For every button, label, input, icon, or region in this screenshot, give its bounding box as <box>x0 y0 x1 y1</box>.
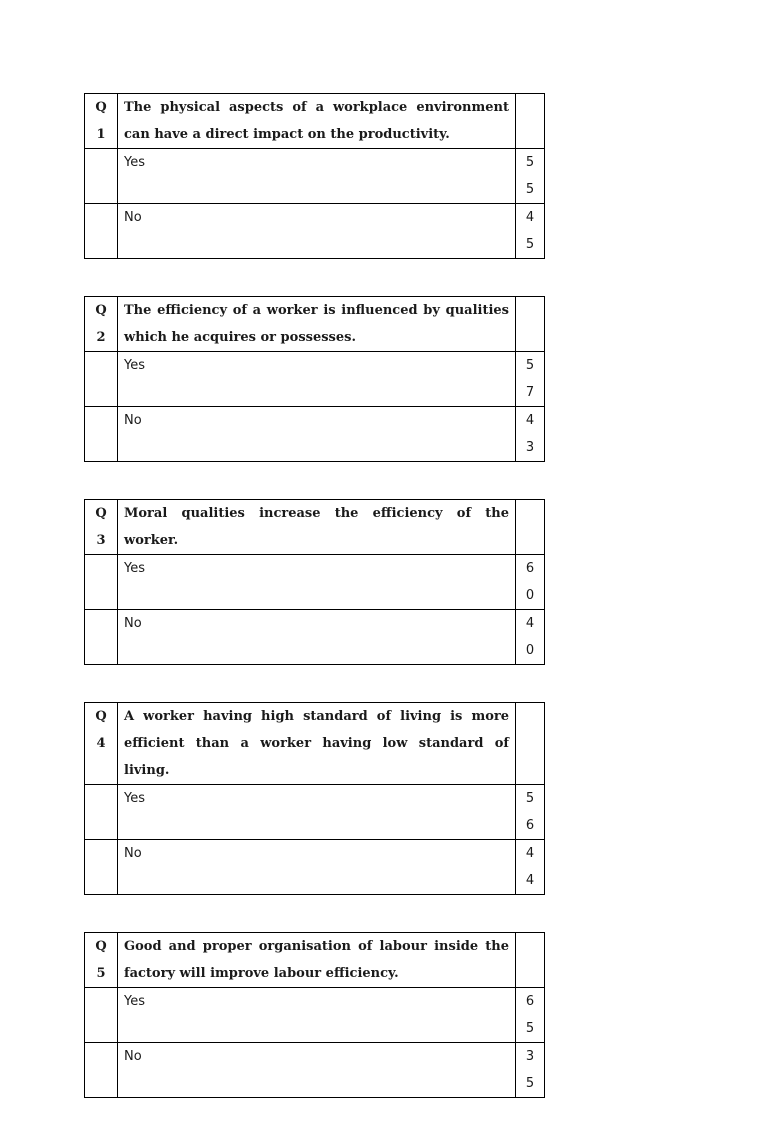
answer-value-cell <box>516 555 545 610</box>
answer-value-cell <box>516 204 545 259</box>
value-digit: 5 <box>525 791 535 806</box>
question-prefix: Q <box>95 939 107 954</box>
value-digit: 3 <box>525 440 535 455</box>
question-index: 5 <box>96 966 106 981</box>
value-digit: 6 <box>525 994 535 1009</box>
question-text: A worker having high standard of living is more efficient than a worker having low standard of living. <box>118 703 516 785</box>
value-digit: 4 <box>525 846 535 861</box>
question-prefix: Q <box>95 506 107 521</box>
question-table-4 <box>84 702 545 895</box>
question-index: 2 <box>96 330 106 345</box>
answer-yes-label: Yes <box>124 358 145 373</box>
value-digit: 3 <box>525 1049 535 1064</box>
answer-row-yes <box>85 988 545 1043</box>
answer-row-yes <box>85 785 545 840</box>
answer-spacer-cell <box>85 555 118 610</box>
answer-spacer-cell <box>85 407 118 462</box>
value-digit: 4 <box>525 413 535 428</box>
answer-label-cell <box>118 352 516 407</box>
answer-no-label: No <box>124 413 142 428</box>
question-text: The efficiency of a worker is influenced by qualities which he acquires or possesses. <box>118 297 516 352</box>
answer-yes-label: Yes <box>124 561 145 576</box>
question-text: The physical aspects of a workplace environment can have a direct impact on the productivity. <box>118 94 516 149</box>
answer-label-cell <box>118 1043 516 1098</box>
answer-row-no <box>85 610 545 665</box>
question-table-5 <box>84 932 545 1098</box>
value-digit: 0 <box>525 643 535 658</box>
question-number <box>85 94 118 149</box>
value-digit: 5 <box>525 237 535 252</box>
answer-value-cell <box>516 840 545 895</box>
answer-value-cell <box>516 610 545 665</box>
answer-row-yes <box>85 149 545 204</box>
value-digit: 6 <box>525 818 535 833</box>
answer-no-label: No <box>124 1049 142 1064</box>
value-digit: 5 <box>525 182 535 197</box>
answer-row-no <box>85 840 545 895</box>
question-text: Moral qualities increase the efficiency of the worker. <box>118 500 516 555</box>
answer-row-no <box>85 204 545 259</box>
question-prefix: Q <box>95 709 107 724</box>
answer-spacer-cell <box>85 1043 118 1098</box>
answer-value-cell <box>516 352 545 407</box>
answer-spacer-cell <box>85 204 118 259</box>
value-digit: 5 <box>525 155 535 170</box>
answer-row-no <box>85 407 545 462</box>
question-number <box>85 933 118 988</box>
header-empty-cell <box>516 500 545 555</box>
question-index: 1 <box>96 127 106 142</box>
answer-value-cell <box>516 407 545 462</box>
header-empty-cell <box>516 933 545 988</box>
question-table-3 <box>84 499 545 665</box>
answer-value-cell <box>516 149 545 204</box>
question-index: 3 <box>96 533 106 548</box>
question-row <box>85 933 545 988</box>
answer-spacer-cell <box>85 988 118 1043</box>
answer-label-cell <box>118 840 516 895</box>
answer-yes-label: Yes <box>124 791 145 806</box>
answer-spacer-cell <box>85 840 118 895</box>
header-empty-cell <box>516 703 545 785</box>
question-table-1 <box>84 93 545 259</box>
value-digit: 4 <box>525 616 535 631</box>
survey-document <box>84 93 535 1135</box>
answer-no-label: No <box>124 846 142 861</box>
answer-spacer-cell <box>85 785 118 840</box>
answer-value-cell <box>516 785 545 840</box>
answer-no-label: No <box>124 616 142 631</box>
header-empty-cell <box>516 297 545 352</box>
answer-label-cell <box>118 204 516 259</box>
value-digit: 5 <box>525 358 535 373</box>
value-digit: 4 <box>525 210 535 225</box>
answer-spacer-cell <box>85 149 118 204</box>
header-empty-cell <box>516 94 545 149</box>
value-digit: 4 <box>525 873 535 888</box>
question-row <box>85 500 545 555</box>
answer-row-yes <box>85 555 545 610</box>
question-index: 4 <box>96 736 106 751</box>
question-prefix: Q <box>95 100 107 115</box>
question-text: Good and proper organisation of labour inside the factory will improve labour efficiency. <box>118 933 516 988</box>
question-number <box>85 297 118 352</box>
answer-row-no <box>85 1043 545 1098</box>
answer-label-cell <box>118 149 516 204</box>
answer-no-label: No <box>124 210 142 225</box>
question-row <box>85 94 545 149</box>
answer-spacer-cell <box>85 352 118 407</box>
answer-label-cell <box>118 407 516 462</box>
answer-label-cell <box>118 610 516 665</box>
answer-row-yes <box>85 352 545 407</box>
answer-label-cell <box>118 988 516 1043</box>
answer-spacer-cell <box>85 610 118 665</box>
question-row <box>85 297 545 352</box>
question-prefix: Q <box>95 303 107 318</box>
answer-label-cell <box>118 555 516 610</box>
value-digit: 6 <box>525 561 535 576</box>
question-table-2 <box>84 296 545 462</box>
question-row <box>85 703 545 785</box>
answer-value-cell <box>516 988 545 1043</box>
answer-label-cell <box>118 785 516 840</box>
answer-yes-label: Yes <box>124 994 145 1009</box>
value-digit: 5 <box>525 1021 535 1036</box>
value-digit: 7 <box>525 385 535 400</box>
value-digit: 0 <box>525 588 535 603</box>
question-number <box>85 500 118 555</box>
answer-value-cell <box>516 1043 545 1098</box>
value-digit: 5 <box>525 1076 535 1091</box>
question-number <box>85 703 118 785</box>
answer-yes-label: Yes <box>124 155 145 170</box>
